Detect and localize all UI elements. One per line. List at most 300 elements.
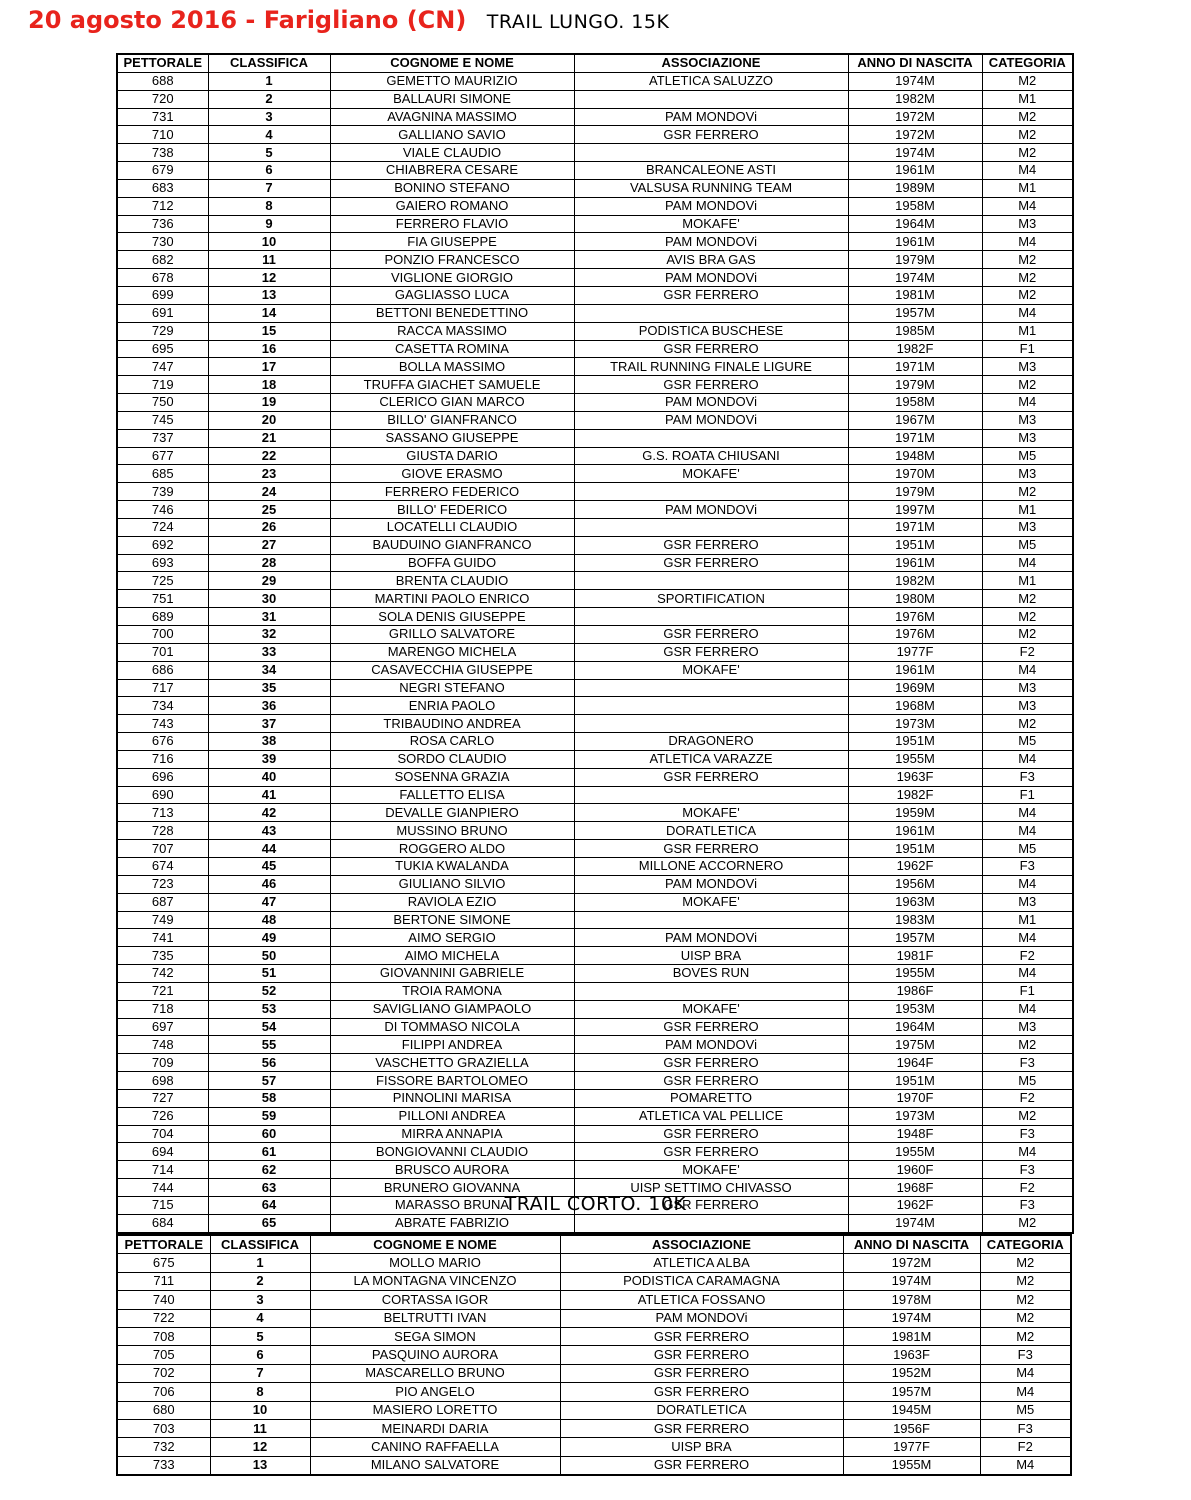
club-cell: MOKAFE' (574, 1161, 848, 1179)
rank-cell: 53 (208, 1000, 330, 1018)
bib-cell: 679 (117, 162, 208, 180)
rank-cell: 2 (208, 90, 330, 108)
birth-year-cell: 1968F (848, 1179, 982, 1197)
bib-cell: 720 (117, 90, 208, 108)
category-cell: M3 (982, 679, 1073, 697)
rank-cell: 49 (208, 929, 330, 947)
name-cell: SASSANO GIUSEPPE (330, 429, 574, 447)
category-cell: M4 (982, 661, 1073, 679)
bib-cell: 736 (117, 215, 208, 233)
rank-cell: 51 (208, 965, 330, 983)
table-row (117, 501, 1073, 519)
rank-cell: 44 (208, 840, 330, 858)
rank-cell: 15 (208, 322, 330, 340)
birth-year-cell: 1955M (848, 750, 982, 768)
birth-year-cell: 1971M (848, 358, 982, 376)
table-row (117, 911, 1073, 929)
rank-cell: 32 (208, 626, 330, 644)
club-cell: GSR FERRERO (574, 1143, 848, 1161)
club-cell: GSR FERRERO (574, 1018, 848, 1036)
bib-cell: 683 (117, 179, 208, 197)
name-cell: CASETTA ROMINA (330, 340, 574, 358)
column-header-category: CATEGORIA (982, 54, 1073, 72)
birth-year-cell: 1976M (848, 626, 982, 644)
rank-cell: 47 (208, 893, 330, 911)
birth-year-cell: 1958M (848, 394, 982, 412)
category-cell: M4 (982, 750, 1073, 768)
club-cell (574, 572, 848, 590)
rank-cell: 18 (208, 376, 330, 394)
name-cell: PONZIO FRANCESCO (330, 251, 574, 269)
rank-cell: 7 (210, 1364, 310, 1382)
table-row (117, 1107, 1073, 1125)
bib-cell: 713 (117, 804, 208, 822)
birth-year-cell: 1945M (843, 1401, 980, 1419)
rank-cell: 14 (208, 304, 330, 322)
category-cell: M2 (982, 1036, 1073, 1054)
bib-cell: 732 (117, 1438, 210, 1456)
rank-cell: 3 (210, 1291, 310, 1309)
club-cell: PAM MONDOVi (574, 394, 848, 412)
table-row (117, 1054, 1073, 1072)
club-cell: GSR FERRERO (560, 1383, 843, 1401)
bib-cell: 701 (117, 643, 208, 661)
club-cell: PODISTICA CARAMAGNA (560, 1272, 843, 1290)
name-cell: SOLA DENIS GIUSEPPE (330, 608, 574, 626)
club-cell (574, 982, 848, 1000)
category-cell: M1 (982, 179, 1073, 197)
table-row (117, 643, 1073, 661)
name-cell: MASCARELLO BRUNO (310, 1364, 560, 1382)
club-cell: PAM MONDOVi (574, 1036, 848, 1054)
rank-cell: 62 (208, 1161, 330, 1179)
rank-cell: 8 (210, 1383, 310, 1401)
name-cell: GIULIANO SILVIO (330, 875, 574, 893)
rank-cell: 3 (208, 108, 330, 126)
table-row (117, 286, 1073, 304)
bib-cell: 719 (117, 376, 208, 394)
bib-cell: 726 (117, 1107, 208, 1125)
table-row (117, 1072, 1073, 1090)
birth-year-cell: 1953M (848, 1000, 982, 1018)
category-cell: M4 (982, 197, 1073, 215)
birth-year-cell: 1962F (848, 857, 982, 875)
column-header-bib: PETTORALE (117, 54, 208, 72)
name-cell: BAUDUINO GIANFRANCO (330, 536, 574, 554)
birth-year-cell: 1981M (848, 286, 982, 304)
club-cell (574, 90, 848, 108)
table-row (117, 1327, 1071, 1345)
bib-cell: 685 (117, 465, 208, 483)
column-header-name: COGNOME E NOME (310, 1235, 560, 1254)
club-cell: PAM MONDOVi (574, 929, 848, 947)
birth-year-cell: 1981F (848, 947, 982, 965)
category-cell: M5 (982, 733, 1073, 751)
birth-year-cell: 1951M (848, 1072, 982, 1090)
name-cell: BONINO STEFANO (330, 179, 574, 197)
table-row (117, 429, 1073, 447)
club-cell (574, 697, 848, 715)
table-row (117, 376, 1073, 394)
bib-cell: 735 (117, 947, 208, 965)
name-cell: MUSSINO BRUNO (330, 822, 574, 840)
category-cell: M2 (980, 1291, 1071, 1309)
club-cell: GSR FERRERO (574, 1197, 848, 1215)
name-cell: FERRERO FLAVIO (330, 215, 574, 233)
table-row (117, 536, 1073, 554)
club-cell: MOKAFE' (574, 893, 848, 911)
club-cell: MOKAFE' (574, 1000, 848, 1018)
category-cell: M2 (982, 590, 1073, 608)
column-header-bib: PETTORALE (117, 1235, 210, 1254)
club-cell: GSR FERRERO (574, 768, 848, 786)
birth-year-cell: 1957M (843, 1383, 980, 1401)
table-row (117, 394, 1073, 412)
club-cell: PAM MONDOVi (574, 197, 848, 215)
rank-cell: 55 (208, 1036, 330, 1054)
bib-cell: 687 (117, 893, 208, 911)
rank-cell: 64 (208, 1197, 330, 1215)
table-row (117, 840, 1073, 858)
name-cell: PINNOLINI MARISA (330, 1089, 574, 1107)
bib-cell: 722 (117, 1309, 210, 1327)
bib-cell: 715 (117, 1197, 208, 1215)
rank-cell: 46 (208, 875, 330, 893)
bib-cell: 743 (117, 715, 208, 733)
club-cell (574, 679, 848, 697)
category-cell: F3 (980, 1346, 1071, 1364)
rank-cell: 61 (208, 1143, 330, 1161)
club-cell: GSR FERRERO (574, 126, 848, 144)
birth-year-cell: 1959M (848, 804, 982, 822)
bib-cell: 717 (117, 679, 208, 697)
rank-cell: 33 (208, 643, 330, 661)
table-row (117, 661, 1073, 679)
club-cell: PAM MONDOVi (574, 233, 848, 251)
birth-year-cell: 1968M (848, 697, 982, 715)
rank-cell: 20 (208, 411, 330, 429)
birth-year-cell: 1957M (848, 304, 982, 322)
name-cell: GIOVANNINI GABRIELE (330, 965, 574, 983)
name-cell: SOSENNA GRAZIA (330, 768, 574, 786)
rank-cell: 31 (208, 608, 330, 626)
category-cell: M4 (980, 1383, 1071, 1401)
bib-cell: 750 (117, 394, 208, 412)
category-cell: M3 (982, 1018, 1073, 1036)
club-cell: MOKAFE' (574, 804, 848, 822)
category-cell: M2 (980, 1327, 1071, 1345)
rank-cell: 58 (208, 1089, 330, 1107)
bib-cell: 751 (117, 590, 208, 608)
birth-year-cell: 1948F (848, 1125, 982, 1143)
birth-year-cell: 1961M (848, 661, 982, 679)
name-cell: FIA GIUSEPPE (330, 233, 574, 251)
bib-cell: 698 (117, 1072, 208, 1090)
rank-cell: 63 (208, 1179, 330, 1197)
bib-cell: 712 (117, 197, 208, 215)
table-row (117, 358, 1073, 376)
table-row (117, 518, 1073, 536)
name-cell: TROIA RAMONA (330, 982, 574, 1000)
club-cell: PAM MONDOVi (574, 411, 848, 429)
category-cell: M4 (982, 554, 1073, 572)
table-row (117, 483, 1073, 501)
column-header-birth-year: ANNO DI NASCITA (848, 54, 982, 72)
category-cell: F3 (982, 857, 1073, 875)
rank-cell: 21 (208, 429, 330, 447)
birth-year-cell: 1971M (848, 429, 982, 447)
rank-cell: 25 (208, 501, 330, 519)
name-cell: FILIPPI ANDREA (330, 1036, 574, 1054)
name-cell: BONGIOVANNI CLAUDIO (330, 1143, 574, 1161)
name-cell: AIMO MICHELA (330, 947, 574, 965)
bib-cell: 684 (117, 1214, 208, 1232)
birth-year-cell: 1963F (843, 1346, 980, 1364)
club-cell: GSR FERRERO (574, 554, 848, 572)
category-cell: M3 (982, 411, 1073, 429)
club-cell: SPORTIFICATION (574, 590, 848, 608)
table-row (117, 1438, 1071, 1456)
name-cell: GAIERO ROMANO (330, 197, 574, 215)
name-cell: CANINO RAFFAELLA (310, 1438, 560, 1456)
name-cell: BOFFA GUIDO (330, 554, 574, 572)
category-cell: M1 (982, 501, 1073, 519)
birth-year-cell: 1980M (848, 590, 982, 608)
column-header-club: ASSOCIAZIONE (560, 1235, 843, 1254)
birth-year-cell: 1986F (848, 982, 982, 1000)
bib-cell: 693 (117, 554, 208, 572)
category-cell: M5 (982, 840, 1073, 858)
club-cell (574, 786, 848, 804)
name-cell: VIGLIONE GIORGIO (330, 269, 574, 287)
birth-year-cell: 1975M (848, 1036, 982, 1054)
birth-year-cell: 1955M (848, 1143, 982, 1161)
club-cell: DORATLETICA (574, 822, 848, 840)
bib-cell: 723 (117, 875, 208, 893)
table-row (117, 411, 1073, 429)
club-cell (574, 483, 848, 501)
name-cell: BALLAURI SIMONE (330, 90, 574, 108)
bib-cell: 711 (117, 1272, 210, 1290)
birth-year-cell: 1977F (843, 1438, 980, 1456)
bib-cell: 748 (117, 1036, 208, 1054)
bib-cell: 710 (117, 126, 208, 144)
name-cell: NEGRI STEFANO (330, 679, 574, 697)
name-cell: ROSA CARLO (330, 733, 574, 751)
rank-cell: 35 (208, 679, 330, 697)
name-cell: GAGLIASSO LUCA (330, 286, 574, 304)
category-cell: F3 (982, 1197, 1073, 1215)
category-cell: F2 (982, 643, 1073, 661)
bib-cell: 692 (117, 536, 208, 554)
birth-year-cell: 1977F (848, 643, 982, 661)
category-cell: M5 (980, 1401, 1071, 1419)
category-cell: M1 (982, 911, 1073, 929)
club-cell: GSR FERRERO (574, 626, 848, 644)
table-row (117, 304, 1073, 322)
name-cell: BRUNERO GIOVANNA (330, 1179, 574, 1197)
club-cell: UISP SETTIMO CHIVASSO (574, 1179, 848, 1197)
club-cell: GSR FERRERO (574, 536, 848, 554)
name-cell: BOLLA MASSIMO (330, 358, 574, 376)
club-cell: GSR FERRERO (574, 340, 848, 358)
bib-cell: 707 (117, 840, 208, 858)
birth-year-cell: 1956M (848, 875, 982, 893)
rank-cell: 13 (208, 286, 330, 304)
club-cell: POMARETTO (574, 1089, 848, 1107)
table-row (117, 1000, 1073, 1018)
name-cell: BRENTA CLAUDIO (330, 572, 574, 590)
category-cell: F3 (982, 1161, 1073, 1179)
category-cell: M2 (982, 269, 1073, 287)
name-cell: MEINARDI DARIA (310, 1419, 560, 1437)
birth-year-cell: 1972M (843, 1254, 980, 1272)
name-cell: SORDO CLAUDIO (330, 750, 574, 768)
rank-cell: 26 (208, 518, 330, 536)
name-cell: RAVIOLA EZIO (330, 893, 574, 911)
club-cell (574, 608, 848, 626)
table-row (117, 875, 1073, 893)
name-cell: TRUFFA GIACHET SAMUELE (330, 376, 574, 394)
table-row (117, 572, 1073, 590)
bib-cell: 674 (117, 857, 208, 875)
birth-year-cell: 1964M (848, 215, 982, 233)
club-cell: TRAIL RUNNING FINALE LIGURE (574, 358, 848, 376)
birth-year-cell: 1973M (848, 1107, 982, 1125)
bib-cell: 700 (117, 626, 208, 644)
rank-cell: 10 (208, 233, 330, 251)
name-cell: GALLIANO SAVIO (330, 126, 574, 144)
bib-cell: 702 (117, 1364, 210, 1382)
table-row (117, 768, 1073, 786)
rank-cell: 30 (208, 590, 330, 608)
name-cell: RACCA MASSIMO (330, 322, 574, 340)
category-cell: M2 (982, 483, 1073, 501)
long-race-title: TRAIL LUNGO. 15K (486, 11, 670, 33)
category-cell: M3 (982, 697, 1073, 715)
birth-year-cell: 1970F (848, 1089, 982, 1107)
table-row (117, 72, 1073, 90)
category-cell: M4 (982, 822, 1073, 840)
bib-cell: 697 (117, 1018, 208, 1036)
name-cell: GIUSTA DARIO (330, 447, 574, 465)
table-row (117, 269, 1073, 287)
rank-cell: 65 (208, 1214, 330, 1232)
bib-cell: 733 (117, 1456, 210, 1475)
birth-year-cell: 1961M (848, 822, 982, 840)
name-cell: SEGA SIMON (310, 1327, 560, 1345)
birth-year-cell: 1961M (848, 233, 982, 251)
rank-cell: 48 (208, 911, 330, 929)
birth-year-cell: 1982M (848, 90, 982, 108)
club-cell (574, 715, 848, 733)
name-cell: CASAVECCHIA GIUSEPPE (330, 661, 574, 679)
table-row (117, 608, 1073, 626)
category-cell: M4 (982, 304, 1073, 322)
rank-cell: 23 (208, 465, 330, 483)
category-cell: M4 (982, 929, 1073, 947)
table-row (117, 1272, 1071, 1290)
category-cell: M2 (982, 251, 1073, 269)
table-row (117, 1161, 1073, 1179)
club-cell: GSR FERRERO (560, 1419, 843, 1437)
name-cell: PILLONI ANDREA (330, 1107, 574, 1125)
table-row (117, 126, 1073, 144)
bib-cell: 740 (117, 1291, 210, 1309)
club-cell: GSR FERRERO (560, 1346, 843, 1364)
rank-cell: 29 (208, 572, 330, 590)
club-cell: ATLETICA FOSSANO (560, 1291, 843, 1309)
category-cell: M4 (982, 233, 1073, 251)
table-row (117, 697, 1073, 715)
table-row (117, 340, 1073, 358)
bib-cell: 709 (117, 1054, 208, 1072)
rank-cell: 1 (208, 72, 330, 90)
club-cell (574, 144, 848, 162)
category-cell: M2 (982, 1107, 1073, 1125)
rank-cell: 36 (208, 697, 330, 715)
birth-year-cell: 1985M (848, 322, 982, 340)
birth-year-cell: 1989M (848, 179, 982, 197)
rank-cell: 59 (208, 1107, 330, 1125)
club-cell: MOKAFE' (574, 215, 848, 233)
category-cell: M4 (982, 1000, 1073, 1018)
club-cell: MILLONE ACCORNERO (574, 857, 848, 875)
table-row (117, 179, 1073, 197)
birth-year-cell: 1997M (848, 501, 982, 519)
rank-cell: 57 (208, 1072, 330, 1090)
bib-cell: 680 (117, 1401, 210, 1419)
club-cell: GSR FERRERO (574, 1072, 848, 1090)
birth-year-cell: 1967M (848, 411, 982, 429)
category-cell: F1 (982, 340, 1073, 358)
bib-cell: 678 (117, 269, 208, 287)
rank-cell: 12 (208, 269, 330, 287)
rank-cell: 22 (208, 447, 330, 465)
category-cell: M4 (982, 1143, 1073, 1161)
rank-cell: 27 (208, 536, 330, 554)
name-cell: MASIERO LORETTO (310, 1401, 560, 1419)
bib-cell: 731 (117, 108, 208, 126)
category-cell: M2 (982, 108, 1073, 126)
club-cell: ATLETICA VARAZZE (574, 750, 848, 768)
birth-year-cell: 1973M (848, 715, 982, 733)
club-cell (574, 1214, 848, 1232)
birth-year-cell: 1951M (848, 536, 982, 554)
rank-cell: 12 (210, 1438, 310, 1456)
column-header-birth-year: ANNO DI NASCITA (843, 1235, 980, 1254)
table-row (117, 590, 1073, 608)
name-cell: BRUSCO AURORA (330, 1161, 574, 1179)
name-cell: MARTINI PAOLO ENRICO (330, 590, 574, 608)
category-cell: M1 (982, 572, 1073, 590)
birth-year-cell: 1961M (848, 554, 982, 572)
birth-year-cell: 1964F (848, 1054, 982, 1072)
name-cell: MARENGO MICHELA (330, 643, 574, 661)
club-cell: ATLETICA VAL PELLICE (574, 1107, 848, 1125)
category-cell: M4 (980, 1364, 1071, 1382)
table-header-row (117, 54, 1073, 72)
table-row (117, 1214, 1073, 1232)
table-row (117, 1291, 1071, 1309)
table-row (117, 197, 1073, 215)
birth-year-cell: 1961M (848, 162, 982, 180)
rank-cell: 9 (208, 215, 330, 233)
birth-year-cell: 1955M (843, 1456, 980, 1475)
club-cell: GSR FERRERO (560, 1364, 843, 1382)
club-cell: AVIS BRA GAS (574, 251, 848, 269)
table-row (117, 857, 1073, 875)
